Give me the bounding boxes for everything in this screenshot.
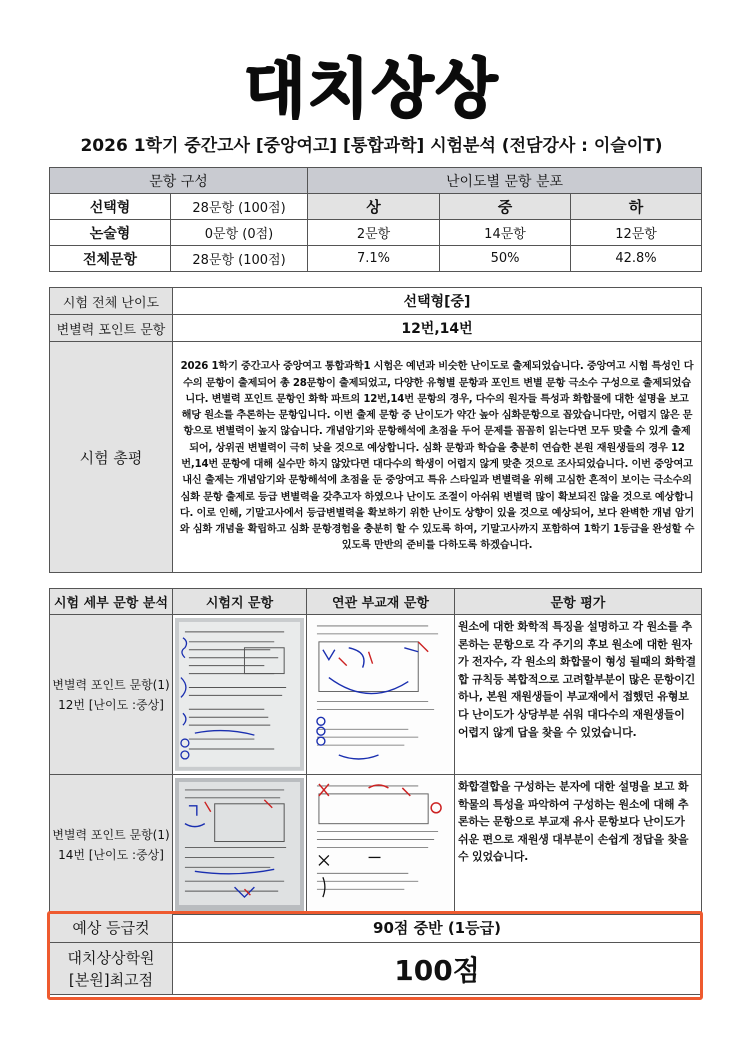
difficulty-percent: 50% [440,246,571,272]
key-question-value: 12번,14번 [173,315,702,342]
question-label [50,775,173,915]
question-title: 변별력 포인트 문항(1) [52,677,170,692]
question-evaluation: 화합결합을 구성하는 분자에 대한 설명을 보고 화학물의 특성을 파악하여 구성하는 원소에 대해 추론하는 문항으로 부교재 유사 문항보다 난이도가 쉬운 편으로 재원생 대부분이 손쉽게 정답을 찾을 수 있었습니다. [455,775,702,915]
row-label: 선택형 [50,194,171,220]
difficulty-header: 난이도별 문항 분포 [308,168,702,194]
result-highlight-frame [47,911,703,1000]
row-value: 28문항 (100점) [171,194,308,220]
question-title: 변별력 포인트 문항(1) [52,827,170,842]
overall-difficulty-value: 선택형[중] [173,288,702,315]
page-title: 2026 1학기 중간고사 [중앙여고] [통합과학] 시험분석 (전담강사 : 이슬이T) [80,136,663,156]
question-evaluation: 원소에 대한 화학적 특징을 설명하고 각 원소를 추론하는 문항으로 각 주기의 후보 원소에 대한 원자가 전자수, 각 원소의 화합물이 형성 될때의 화학결합 규칙등 복합적으로 고려할부분이 많은 문항이긴 하나, 본원 재원생들이 부교재에서 접했던 유형보다 난이도가 상당부분 쉬워 대다수의 재원생들이 어렵지 않게 답을 찾을 수 있었습니다. [455,615,702,775]
exam-scan-12 [175,618,304,771]
difficulty-percent: 7.1% [308,246,440,272]
row-label: 전체문항 [50,246,171,272]
question-difficulty: 14번 [난이도 :중상] [58,847,164,862]
exam-question-image [173,775,307,915]
brand-logo: 대치상상 [243,53,500,127]
row-value: 28문항 (100점) [171,246,308,272]
difficulty-label: 중 [440,194,571,220]
detail-header: 시험지 문항 [173,589,307,615]
row-value: 0문항 (0점) [171,220,308,246]
overview-table [49,287,702,573]
difficulty-count: 14문항 [440,220,571,246]
workbook-question-image [307,615,455,775]
top-score-label-branch: [본원]최고점 [68,970,154,989]
detail-header: 연관 부교재 문항 [307,589,455,615]
top-score-value: 100점 [173,943,702,995]
top-score-label-academy: 대치상상학원 [67,948,155,967]
workbook-scan-12 [309,618,452,771]
exam-scan-14 [175,778,304,911]
difficulty-label: 상 [308,194,440,220]
summary-text: 2026 1학기 중간고사 중앙여고 통합과학1 시험은 예년과 비슷한 난이도로 출제되었습니다. 중앙여고 시험 특성인 다수의 문항이 출제되어 총 28문항이 출제되었고, 다양한 유형별 문항과 포인트 변별 문항 극소수 구성으로 출제되었습니다. 변별력 포인트 문항인 화학 파트의 12번,14번 문항의 경우, 다수의 원자들 특성과 화합물에 대한 설명을 보고 해당 원소를 추론하는 문항입니다. 이번 출제 문항 중 난이도가 약간 높아 심화문항으로 꼽았습니다만, 어렵지 않은 문항으로 변별력이 높지 않습니다. 개념암기와 문항해석에 초점을 두어 문제를 꼼꼼히 읽는다면 모두 맞출 수 있게 출제되어, 상위권 변별력이 극히 낮을 것으로 예상합니다. 심화 문항과 학습을 충분히 연습한 본원 재원생들의 경우 12번,14번 문항에 대해 실수만 하지 않았다면 대다수의 학생이 어렵지 않게 맞춘 것으로 조사되었습니다. 이번 중앙여고 내신 출제는 개념암기와 문항해석에 초점을 둔 중앙여고 특유 스타일과 변별력을 위해 고심한 흔적이 보이는 극소수의 심화 문항 출제로 등급 변별력을 갖추고자 하였으나 난이도 조절이 아쉬워 변별력 많이 확보되진 않을 것으로 예상합니다. 이로 인해, 기말고사에서 등급변별력을 확보하기 위한 난이도 상향이 있을 것으로 예상되어, 보다 완벽한 개념 암기와 심화 개념을 확립하고 심화 문항경험을 충분히 할 수 있도록 하여, 기말고사까지 포함하여 1학기 1등급을 완성할 수 있도록 만반의 준비를 다하도록 하겠습니다. [173,342,702,573]
detail-header: 문항 평가 [455,589,702,615]
difficulty-count: 12문항 [571,220,702,246]
question-label [50,615,173,775]
composition-header: 문항 구성 [50,168,308,194]
overall-difficulty-label: 시험 전체 난이도 [50,288,173,315]
detail-table [49,588,702,915]
exam-question-image [173,615,307,775]
row-label: 논술형 [50,220,171,246]
composition-table [49,167,702,272]
workbook-scan-14 [309,778,452,911]
workbook-question-image [307,775,455,915]
grade-cut-value: 90점 중반 (1등급) [173,913,702,943]
summary-label: 시험 총평 [50,342,173,573]
difficulty-percent: 42.8% [571,246,702,272]
difficulty-label: 하 [571,194,702,220]
difficulty-count: 2문항 [308,220,440,246]
key-question-label: 변별력 포인트 문항 [50,315,173,342]
question-difficulty: 12번 [난이도 :중상] [58,697,164,712]
grade-cut-label: 예상 등급컷 [50,913,173,943]
detail-header: 시험 세부 문항 분석 [50,589,173,615]
